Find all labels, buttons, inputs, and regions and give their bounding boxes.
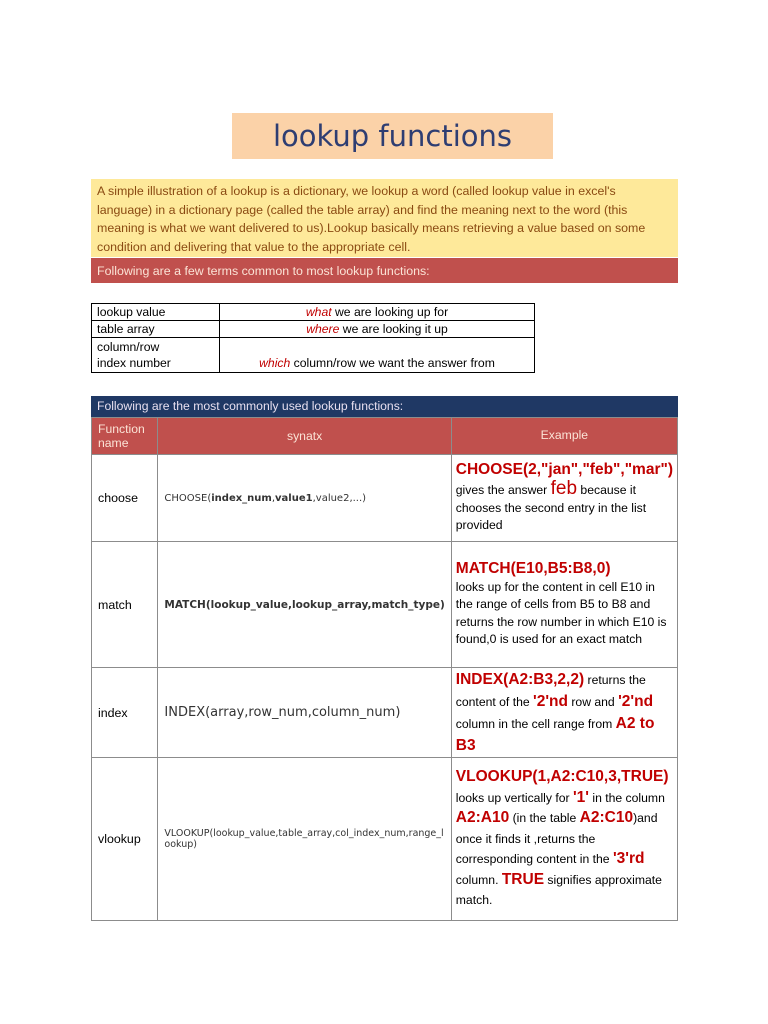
functions-table xyxy=(91,417,678,921)
intro-paragraph: A simple illustration of a lookup is a dictionary, we lookup a word (called lookup value in excel's language) in a dictionary page (called the table array) and find the meaning next to the word (this meaning is what we want delivered to us).Lookup basically means retrieving a value based on some condition and delivering that value to the appropriate cell. xyxy=(91,179,678,257)
function-syntax: MATCH(lookup_value,lookup_array,match_type) xyxy=(158,542,451,668)
function-name: match xyxy=(92,542,158,668)
function-syntax: INDEX(array,row_num,column_num) xyxy=(158,668,451,758)
terms-table xyxy=(91,303,535,373)
table-row xyxy=(92,338,535,373)
term-description: which column/row we want the answer from xyxy=(220,338,535,373)
functions-heading: Following are the most commonly used lookup functions: xyxy=(91,396,678,417)
term-label: column/row index number xyxy=(92,338,220,373)
function-example: VLOOKUP(1,A2:C10,3,TRUE) looks up vertically for '1' in the column A2:A10 (in the table A2:C10)and once it finds it ,returns the corresponding content in the '3'rd column. TRUE signifies approximate match. xyxy=(451,758,677,921)
table-row xyxy=(92,304,535,321)
function-syntax: CHOOSE(index_num,value1,value2,...) xyxy=(158,455,451,542)
column-header-example: Example xyxy=(451,418,677,455)
function-name: vlookup xyxy=(92,758,158,921)
term-label: table array xyxy=(92,321,220,338)
function-syntax: VLOOKUP(lookup_value,table_array,col_index_num,range_lookup) xyxy=(158,758,451,921)
table-row xyxy=(92,542,678,668)
column-header-syntax: synatx xyxy=(158,418,451,455)
column-header-function-name: Function name xyxy=(92,418,158,455)
term-description: where we are looking it up xyxy=(220,321,535,338)
table-row xyxy=(92,321,535,338)
table-row xyxy=(92,668,678,758)
term-description: what we are looking up for xyxy=(220,304,535,321)
terms-heading: Following are a few terms common to most lookup functions: xyxy=(91,258,678,283)
function-example: CHOOSE(2,"jan","feb","mar") gives the answer feb because it chooses the second entry in the list provided xyxy=(451,455,677,542)
function-example: MATCH(E10,B5:B8,0) looks up for the content in cell E10 in the range of cells from B5 to B8 and returns the row number in which E10 is found,0 is used for an exact match xyxy=(451,542,677,668)
title-box xyxy=(232,113,553,159)
function-name: choose xyxy=(92,455,158,542)
table-row xyxy=(92,455,678,542)
function-example: INDEX(A2:B3,2,2) returns the content of the '2'nd row and '2'nd column in the cell range from A2 to B3 xyxy=(451,668,677,758)
function-name: index xyxy=(92,668,158,758)
table-row xyxy=(92,758,678,921)
table-header-row xyxy=(92,418,678,455)
page-title: lookup functions xyxy=(272,119,513,153)
term-label: lookup value xyxy=(92,304,220,321)
